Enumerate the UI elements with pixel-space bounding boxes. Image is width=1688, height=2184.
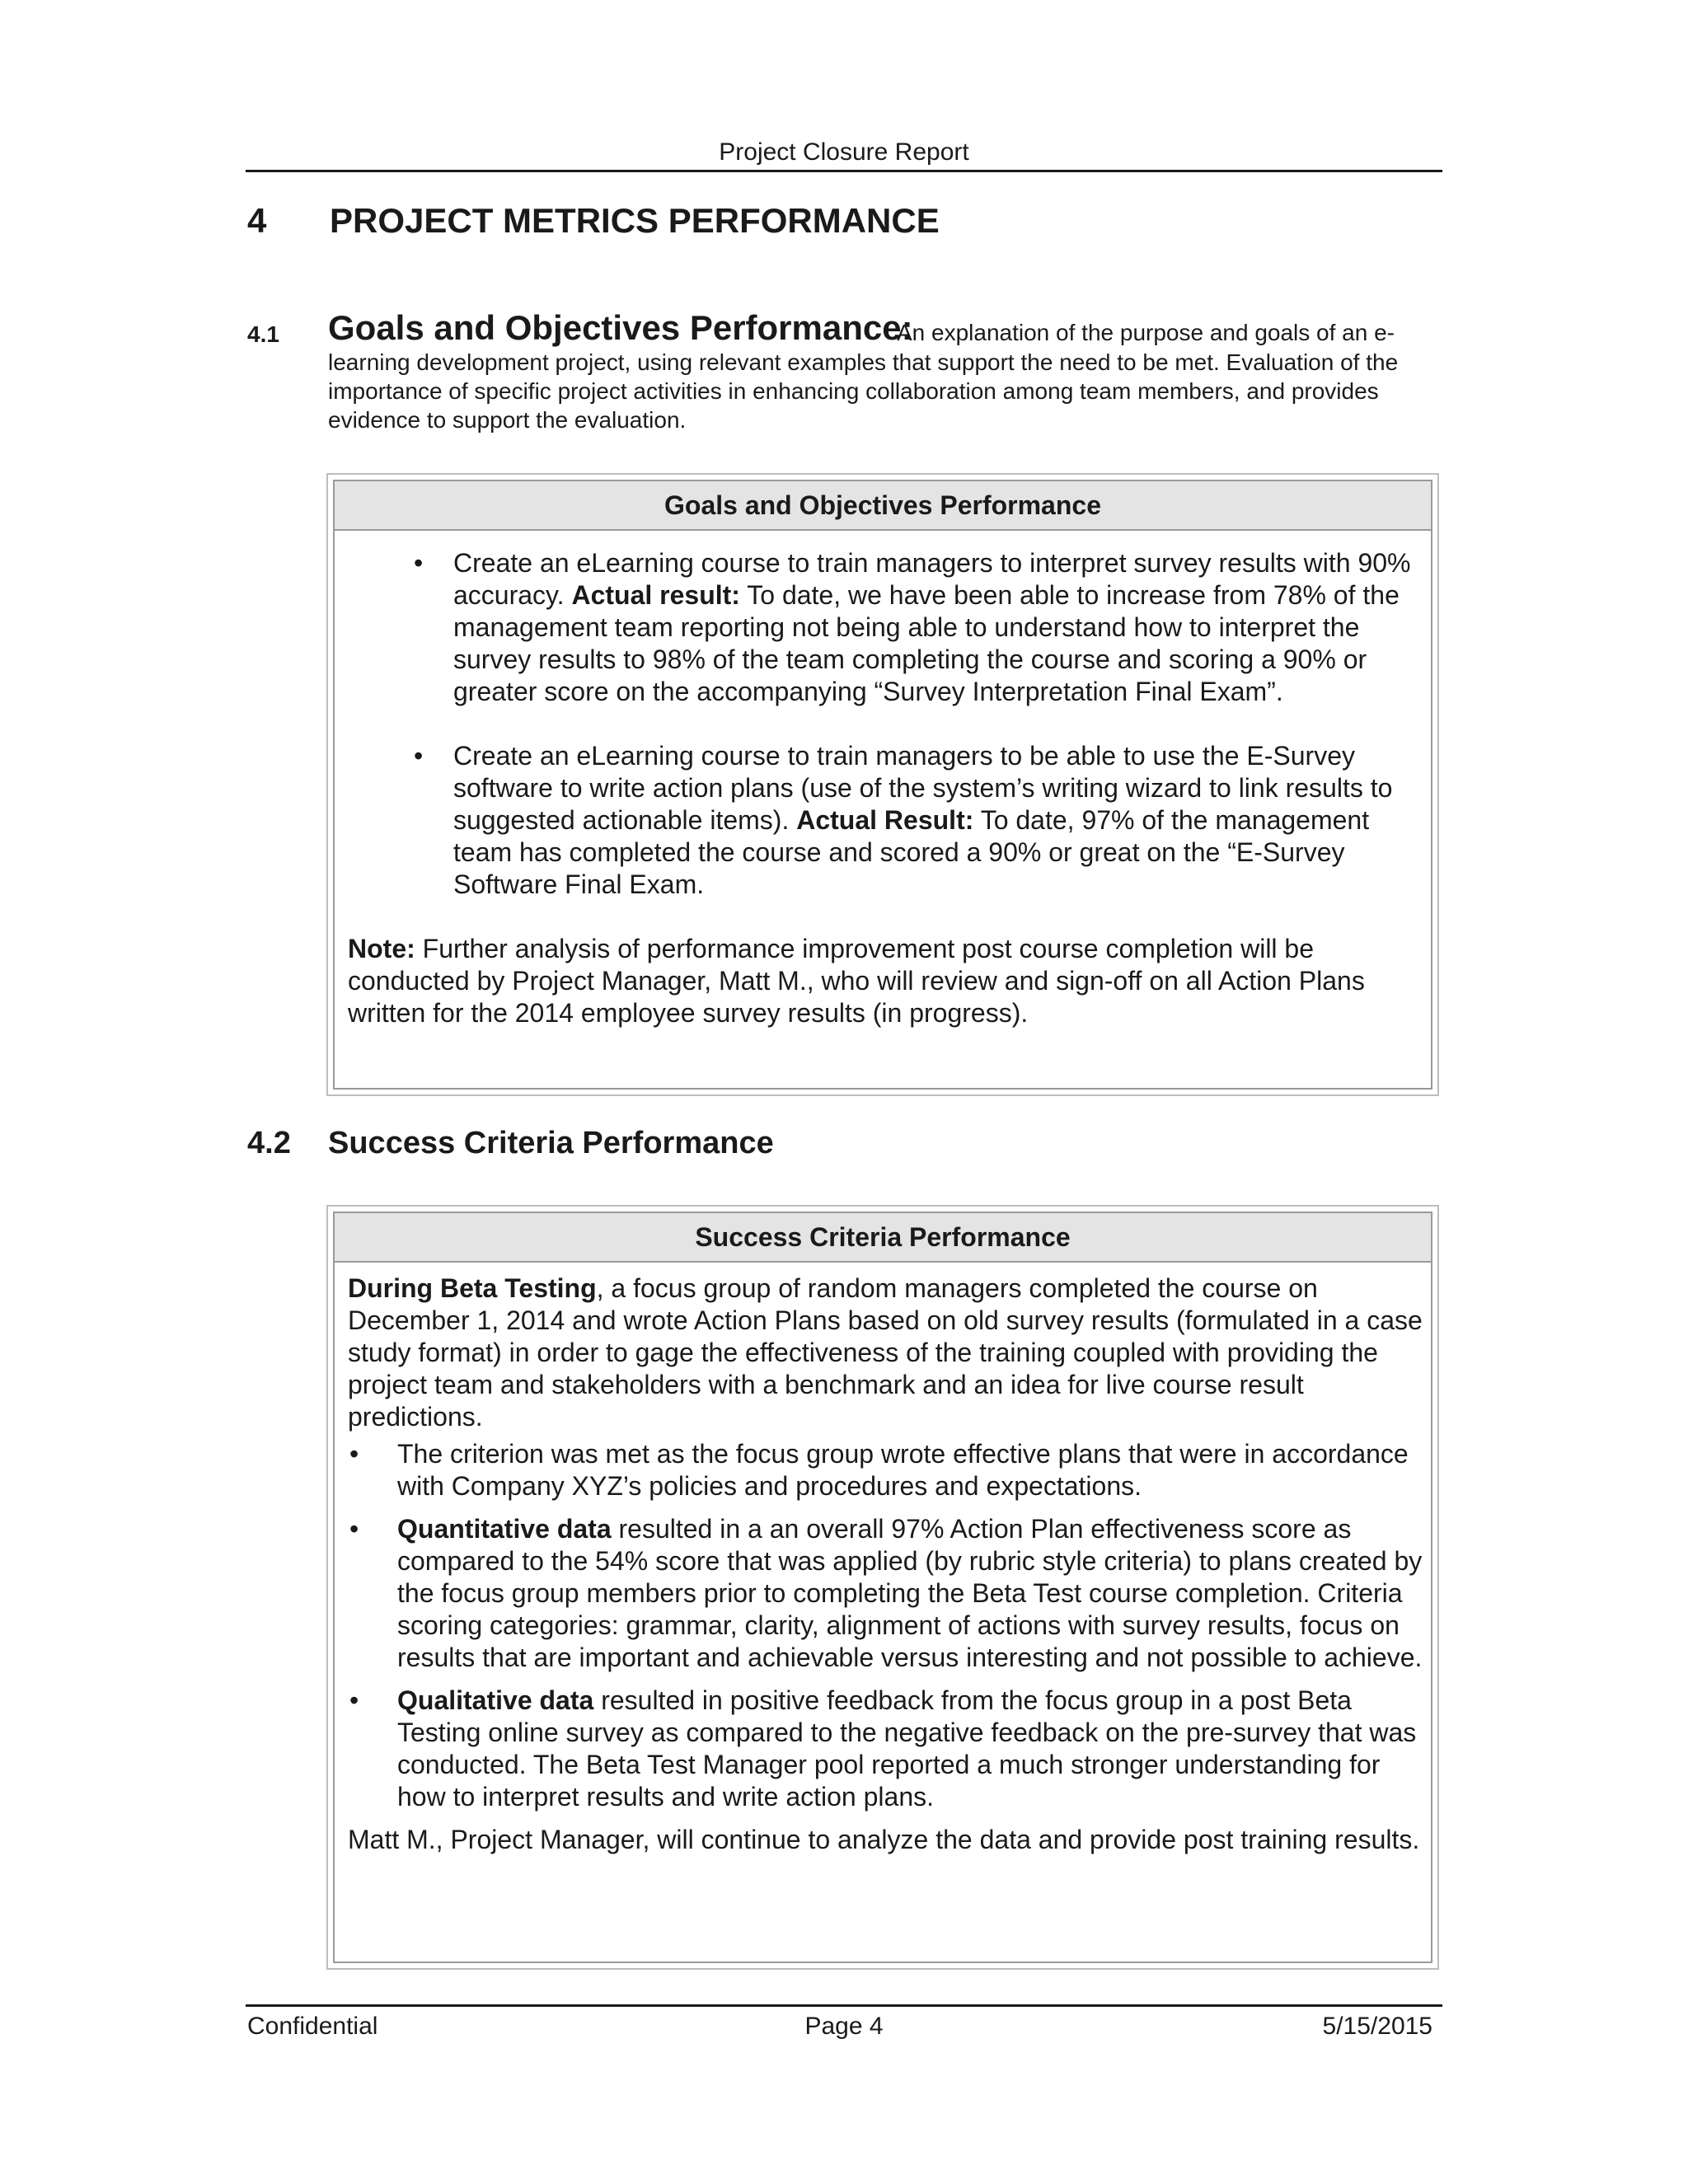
success-bullet-item — [348, 1685, 1428, 1813]
success-bullet-text: resulted in a an overall 97% Action Plan effectiveness score as compared to the 54% score that was applied (by rubric style criteria) to plans created by the focus group members prior to completing the Beta Test course completion. Criteria scoring categories: grammar, clarity, alignment of actions with survey results, focus on results that are important and achievable versus interesting and not possible to achieve. — [397, 1514, 1423, 1672]
goals-bullet-item — [348, 547, 1419, 708]
note-text: Further analysis of performance improvement post course completion will be conducted by Project Manager, Matt M., who will review and sign-off on all Action Plans written for the 2014 employee survey results (in progress). — [348, 934, 1365, 1028]
quantitative-data-label: Quantitative data — [397, 1514, 612, 1544]
goals-bullet-text-rest: To date, 97% of the management team has completed the course and scored a 90% or great on the “E-Survey Software Final Exam. — [453, 805, 1370, 899]
bullet-icon: • — [349, 1514, 359, 1544]
subsection-4-2-heading — [247, 1126, 774, 1161]
goals-bullet-text-rest: To date, we have been able to increase from 78% of the management team reporting not being able to understand how to interpret the survey results to 98% of the team completing the course and scoring a 90% or greater score on the accompanying “Survey Interpretation Final Exam”. — [453, 580, 1400, 706]
footer-confidential: Confidential — [247, 2013, 378, 2040]
footer-page-number: Page 4 — [804, 2013, 884, 2040]
subsection-4-2-title: Success Criteria Performance — [328, 1126, 774, 1160]
bullet-icon: • — [414, 741, 424, 771]
success-closing: Matt M., Project Manager, will continue to analyze the data and provide post training results. — [348, 1825, 1420, 1854]
goals-performance-table-heading: Goals and Objectives Performance — [335, 481, 1431, 531]
goals-bullet-text: Create an eLearning course to train managers to be able to use the E-Survey software to write action plans (use of the system’s writing wizard to link results to suggested actionable items). — [453, 741, 1393, 835]
success-bullet-text: The criterion was met as the focus group wrote effective plans that were in accordance with Company XYZ’s policies and procedures and expectations. — [397, 1439, 1409, 1501]
goals-performance-cell — [333, 480, 1432, 1090]
subsection-4-1-intro-first-line: An explanation of the purpose and goals of an e- — [897, 320, 1395, 345]
success-bullet-item — [348, 1438, 1428, 1502]
bullet-icon: • — [414, 548, 424, 578]
success-criteria-cell — [333, 1212, 1432, 1963]
beta-testing-intro — [348, 1272, 1428, 1433]
bullet-icon: • — [349, 1439, 359, 1469]
goals-performance-table — [326, 473, 1439, 1096]
success-criteria-body — [348, 1272, 1428, 1856]
success-criteria-table-heading: Success Criteria Performance — [335, 1213, 1431, 1263]
subsection-4-1-intro: learning development project, using relevant examples that support the need to be met. Evaluation of the importance of specific project activities in enhancing collaboration among team members, and provides evidence to support the evaluation. — [328, 349, 1399, 433]
goals-bullet-list — [348, 547, 1419, 901]
footer-date: 5/15/2015 — [1322, 2013, 1432, 2040]
section-number: 4 — [247, 201, 267, 240]
subsection-4-1-number: 4.1 — [247, 321, 279, 347]
actual-result-label: Actual Result: — [796, 805, 974, 835]
goals-performance-body — [348, 547, 1419, 1029]
beta-testing-label: During Beta Testing — [348, 1273, 597, 1303]
running-header: Project Closure Report — [719, 138, 969, 166]
qualitative-data-label: Qualitative data — [397, 1685, 594, 1715]
success-bullet-text: resulted in positive feedback from the focus group in a post Beta Testing online survey as compared to the negative feedback on the pre-survey that was conducted. The Beta Test Manager pool reported a much stronger understanding for how to interpret results and write action plans. — [397, 1685, 1417, 1811]
section-title: PROJECT METRICS PERFORMANCE — [330, 201, 940, 240]
success-criteria-table — [326, 1205, 1439, 1970]
goals-bullet-item — [348, 740, 1419, 901]
bullet-icon: • — [349, 1685, 359, 1715]
success-bullet-item — [348, 1513, 1428, 1674]
subsection-4-2-number: 4.2 — [247, 1126, 291, 1160]
header-rule — [246, 170, 1442, 172]
actual-result-label: Actual result: — [571, 580, 740, 610]
section-heading — [247, 201, 940, 241]
success-bullet-list — [348, 1438, 1428, 1813]
goals-bullet-text: Create an eLearning course to train managers to interpret survey results with 90% accuracy. — [453, 548, 1411, 610]
goals-note — [348, 933, 1419, 1029]
beta-testing-text: , a focus group of random managers completed the course on December 1, 2014 and wrote Action Plans based on old survey results (formulated in a case study format) in order to gage the effectiveness of the training coupled with providing the project team and stakeholders with a benchmark and an idea for live course result predictions. — [348, 1273, 1423, 1432]
subsection-4-1-title: Goals and Objectives Performance: — [328, 308, 913, 347]
note-label: Note: — [348, 934, 415, 963]
footer-rule — [246, 2004, 1442, 2007]
